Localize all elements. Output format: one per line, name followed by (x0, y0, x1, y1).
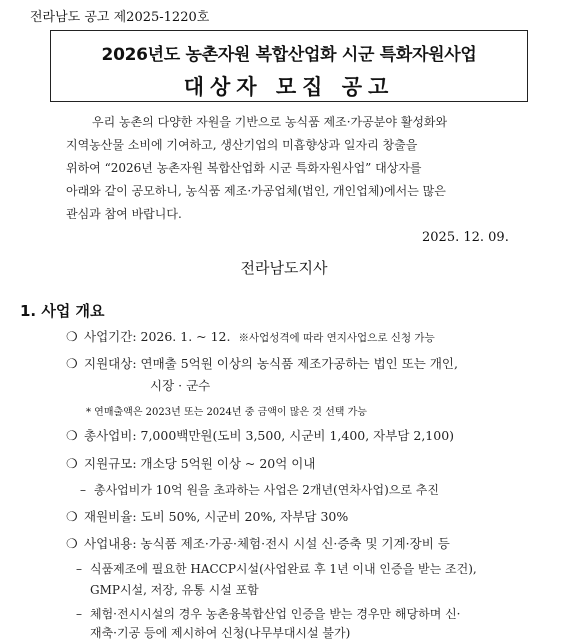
item-label: 지원대상 (84, 356, 133, 371)
sub-text: 총사업비가 10억 원을 초과하는 사업은 2개년(연차사업)으로 추진 (94, 483, 439, 497)
content-subitem-cont: GMP시설, 저장, 유통 시설 포함 (90, 583, 259, 597)
intro-line: 지역농산물 소비에 기여하고, 생산기업의 미흡향상과 일자리 창출을 (66, 138, 418, 152)
overview-item-ratio (66, 507, 348, 525)
circle-bullet-icon: ❍ (66, 330, 78, 345)
content-subitem (76, 605, 461, 622)
intro-line: 우리 농촌의 다양한 자원을 기반으로 농식품 제조·가공분야 활성화와 (92, 115, 448, 129)
circle-bullet-icon: ❍ (66, 357, 78, 372)
circle-bullet-icon: ❍ (66, 537, 78, 552)
sub-text: 식품제조에 필요한 HACCP시설(사업완료 후 1년 이내 인증을 받는 조건), (90, 562, 477, 576)
item-text: : 농식품 제조·가공·체험·전시 시설 신·증축 및 기계·장비 등 (132, 536, 450, 551)
notice-number: 전라남도 공고 제2025-1220호 (30, 10, 210, 25)
circle-bullet-icon: ❍ (66, 510, 78, 525)
content-subitem-cont: 재축·기공 등에 제시하여 신청(나무부대시설 불가) (90, 626, 351, 640)
item-label: 사업기간 (84, 329, 133, 344)
item-text: : 개소당 5억원 이상 ~ 20억 이내 (132, 456, 316, 471)
dash-bullet-icon: – (76, 607, 82, 621)
item-label: 지원규모 (84, 456, 133, 471)
content-subitem (76, 560, 477, 577)
overview-item-content (66, 534, 450, 552)
intro-line: 관심과 참여 바랍니다. (66, 207, 182, 221)
issuing-organization: 전라남도지사 (240, 259, 328, 277)
dash-bullet-icon: – (76, 562, 82, 576)
item-label: 재원비율 (84, 509, 133, 524)
overview-item-scale (66, 454, 315, 472)
item-text: : 도비 50%, 시군비 20%, 자부담 30% (132, 509, 349, 524)
sub-text: 체험·전시시설의 경우 농촌융복합산업 인증을 받는 경우만 해당하며 신· (90, 607, 461, 621)
item-text: : 7,000백만원(도비 3,500, 시군비 1,400, 자부담 2,100) (132, 428, 455, 443)
overview-item-target (66, 354, 458, 372)
item-continuation: 시장 · 군수 (150, 378, 211, 393)
revenue-note: * 연매출액은 2023년 또는 2024년 중 금액이 많은 것 선택 가능 (86, 407, 367, 418)
title-box (50, 30, 528, 102)
dash-bullet-icon: – (80, 483, 86, 497)
intro-paragraph (66, 111, 521, 226)
scale-subitem (80, 481, 439, 498)
notice-date: 2025. 12. 09. (422, 230, 509, 245)
overview-item-budget (66, 426, 454, 444)
item-remark: ※사업성격에 따라 연지사업으로 신청 가능 (238, 332, 435, 344)
circle-bullet-icon: ❍ (66, 429, 78, 444)
item-text: : 연매출 5억원 이상의 농식품 제조가공하는 법인 또는 개인, (132, 356, 458, 371)
intro-line: 위하여 “2026년 농촌자원 복합산업화 시군 특화자원사업” 대상자를 (66, 161, 422, 175)
overview-item-period (66, 327, 435, 345)
title-main: 2026년도 농촌자원 복합산업화 시군 특화자원사업 (101, 45, 477, 65)
item-label: 사업내용 (84, 536, 133, 551)
item-label: 총사업비 (84, 428, 133, 443)
intro-line: 아래와 같이 공모하니, 농식품 제조·가공업체(법인, 개인업체)에서는 많은 (66, 184, 446, 198)
item-text: : 2026. 1. ~ 12. (132, 329, 231, 344)
circle-bullet-icon: ❍ (66, 457, 78, 472)
section-title: 1. 사업 개요 (20, 302, 105, 320)
title-sub: 대상자 모집 공고 (183, 75, 395, 99)
